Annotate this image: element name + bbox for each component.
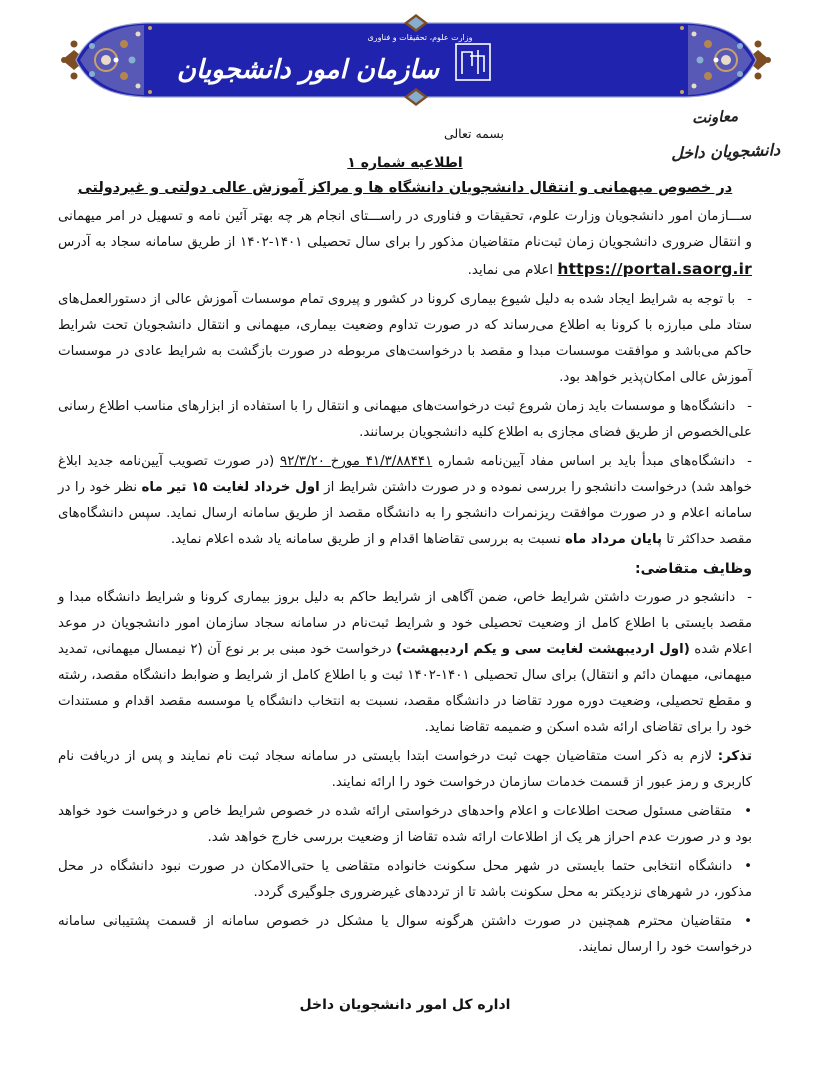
text-run: (در صورت تصویب آیین‌نامه جدید ابلاغ خواهد شد) درخواست دانشجو را بررسی نموده و در صورت داشتن شرایط از: [58, 454, 753, 495]
applicant-duties-heading: [58, 556, 752, 582]
document-body: [58, 126, 752, 1013]
left-floral-ornament: [80, 25, 152, 95]
text-run: متقاضیان محترم همچنین در صورت داشتن هرگونه سوال یا مشکل در خصوص سامانه از قسمت پشتیبانی سامانه درخواست خود را ارسال نمایند.: [58, 914, 752, 955]
registration-window: (اول اردیبهشت لغایت سی و یکم اردیبهشت): [396, 642, 690, 657]
list-marker: •: [744, 859, 752, 874]
regulation-number: ۴۱/۳/۸۸۴۴۱ مورخ ۹۲/۳/۲۰: [280, 454, 433, 469]
paragraph-list: [58, 204, 752, 961]
text-run: دانشگاه‌های مبدأ باید بر اساس مفاد آیین‌نامه شماره: [432, 454, 736, 469]
note-label: تذکر:: [717, 749, 752, 764]
review-deadline: اول خرداد لغایت ۱۵ تیر ماه: [141, 480, 320, 495]
text-run: اعلام می نماید.: [467, 263, 558, 278]
text-run: دانشگاه انتخابی حتما بایستی در شهر محل سکونت خانواده متقاضی یا حتی‌الامکان در صورت نبود دانشگاه در محل مذکور، در شهرهای نزدیکتر به محل سکونت باشد تا از ترددهای غیرضروری جلوگیری گردد.: [58, 859, 752, 900]
list-marker: -: [747, 399, 752, 414]
final-deadline: پایان مرداد ماه: [564, 532, 662, 547]
banner-org-title: سازمان امور دانشجویان: [176, 55, 440, 85]
intro-paragraph: [58, 204, 752, 284]
dash-item: [58, 287, 752, 391]
announcement-title: اطلاعیه شماره ۱: [347, 155, 463, 171]
note-paragraph: [58, 744, 752, 796]
bullet-item: [58, 854, 752, 906]
signature-department: اداره کل امور دانشجویان داخل: [299, 997, 511, 1013]
list-marker: •: [744, 914, 752, 929]
besmellah-text: بسمه تعالی: [443, 126, 505, 141]
text-run: نظر خود را در سامانه اعلام و در صورت موافقت ریزنمرات دانشجو را به دانشگاه مقصد از طریق سامانه ارسال نماید. سپس دانشگاه‌های مقصد حداکثر تا: [58, 480, 752, 547]
org-banner: [60, 14, 772, 106]
handwritten-note-1: معاونت: [691, 106, 739, 128]
portal-link[interactable]: https://portal.saorg.ir: [557, 260, 752, 278]
list-marker: -: [747, 454, 752, 469]
banner-ministry-text: وزارت علوم، تحقیقات و فناوری: [367, 33, 473, 42]
list-marker: •: [744, 804, 752, 819]
text-run: دانشگاه‌ها و موسسات باید زمان شروع ثبت درخواست‌های میهمانی و انتقال را با استفاده از ابزارهای مناسب اطلاع رسانی علی‌الخصوص از طریق فضای مجازی به اطلاع کلیه دانشجویان برسانند.: [58, 399, 752, 440]
banner-graphic: [60, 14, 772, 106]
handwritten-note-2: دانشجویان داخل: [670, 140, 781, 163]
list-marker: -: [747, 292, 752, 307]
text-run: وظایف متقاضی:: [635, 561, 752, 577]
bullet-item: [58, 909, 752, 961]
text-run: دانشجو در صورت داشتن شرایط خاص، ضمن آگاهی از شرایط حاکم به دلیل بروز بیماری کرونا و شرایط دانشگاه مبدا و مقصد بایستی با اطلاع کامل از وضعیت تحصیلی خود و شرایط ثبت‌نام در سامانه سجاد سازمان امور دانشجویان در موعد اعلام شده: [58, 590, 753, 657]
dash-item: [58, 394, 752, 446]
text-run: نسبت به بررسی تقاضاها اقدام و از طریق سامانه یاد شده اعلام نماید.: [170, 532, 565, 547]
text-run: ســـازمان امور دانشجویان وزارت علوم، تحقیقات و فناوری در راســـتای انجام هر چه بهتر آئین نامه و تسهیل در امر میهمانی و انتقال ضروری دانشجویان زمان ثبت‌نام متقاضیان مذکور را برای سال تحصیلی ۱۴۰۱-۱۴۰۲ از طریق سامانه سجاد به آدرس: [58, 209, 752, 250]
dash-item: [58, 449, 752, 553]
dash-item: [58, 585, 752, 741]
text-run: با توجه به شرایط ایجاد شده به دلیل شیوع بیماری کرونا در کشور و پیروی تمام موسسات آموزش عالی از دستورالعمل‌های ستاد ملی مبارزه با کرونا به اطلاع می‌رساند که در صورت تداوم وضعیت بیماری، میهمانی و انتقال دانشجویان تحت شرایط حاکم می‌باشد و موافقت موسسات مبدا و مقصد با درخواست‌های مربوطه در صورت بازگشت به شرایط عادی در موسسات آموزش عالی امکان‌پذیر خواهد بود.: [58, 292, 752, 385]
bullet-item: [58, 799, 752, 851]
announcement-subtitle: در خصوص میهمانی و انتقال دانشجویان دانشگاه ها و مراکز آموزش عالی دولتی و غیردولتی: [77, 180, 733, 196]
text-run: لازم به ذکر است متقاضیان جهت ثبت درخواست ابتدا بایستی در سامانه سجاد ثبت نام نمایند و پس از دریافت نام کاربری و رمز عبور از قسمت خدمات سازمان درخواست خود را ارائه نمایند.: [58, 749, 752, 790]
right-floral-ornament: [680, 25, 752, 95]
text-run: درخواست خود مبنی بر بر نوع آن (۲ نیمسال میهمانی، تمدید میهمانی، میهمان دائم و انتقال) برای سال تحصیلی ۱۴۰۱-۱۴۰۲ ثبت و با اطلاع کامل از شرایط و ضوابط دانشگاه مقصد، رشته و مقطع تحصیلی، وضعیت دوره مورد تقاضا در دانشگاه مقصد، نسبت به انتخاب دانشگاه یا موسسه مقصد اقدام و مستندات خود را برای تقاضای ارائه شده اسکن و ضمیمه تقاضا نماید.: [58, 642, 752, 735]
list-marker: -: [747, 590, 752, 605]
text-run: متقاضی مسئول صحت اطلاعات و اعلام واحدهای درخواستی ارائه شده در خصوص شرایط خاص و درخواست خود خواهد بود و در صورت عدم احراز هر یک از اطلاعات ارائه شده تقاضا از وضعیت بررسی خارج خواهد شد.: [58, 804, 752, 845]
